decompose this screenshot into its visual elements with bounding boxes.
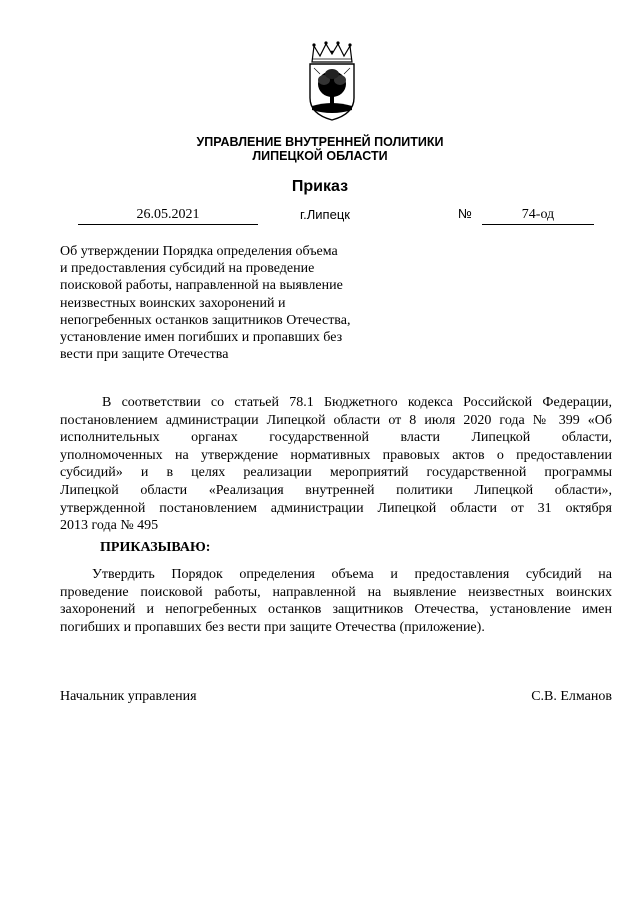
subject-line: непогребенных останков защитников Отечества,: [60, 312, 351, 328]
order-number-label: №: [458, 206, 472, 221]
order-subject: [60, 243, 390, 363]
signatory-position: Начальник управления: [60, 689, 197, 704]
subject-line: неизвестных воинских захоронений и: [60, 295, 286, 311]
coat-of-arms-icon: [300, 40, 364, 122]
organization-name-line1: УПРАВЛЕНИЕ ВНУТРЕННЕЙ ПОЛИТИКИ: [196, 135, 444, 149]
order-date: 26.05.2021: [78, 207, 258, 225]
preamble-line: утвержденной постановлением администрации Липецкой области от 31 октября: [60, 500, 612, 516]
order-line: проведение поисковой работы, направленной на выявление неизвестных воинских: [60, 584, 612, 600]
preamble-line: уполномоченных на утверждение нормативных правовых актов о предоставлении: [60, 447, 612, 463]
order-city: г.Липецк: [300, 207, 350, 222]
order-line: Утвердить Порядок определения объема и предоставления субсидий на: [92, 567, 612, 582]
preamble-line: Липецкой области «Реализация внутренней политики Липецкой области»,: [60, 482, 612, 498]
subject-line: установление имен погибших и пропавших без: [60, 330, 343, 346]
subject-line: Об утверждении Порядка определения объема: [60, 244, 338, 259]
order-line: захоронений и непогребенных останков защитников Отечества, установление имен: [60, 602, 612, 618]
subject-line: поисковой работы, направленной на выявление: [60, 278, 343, 294]
order-line: погибших и пропавших без вести при защите Отечества (приложение).: [60, 619, 485, 635]
subject-line: вести при защите Отечества: [60, 347, 229, 363]
order-number: 74-од: [482, 207, 594, 225]
preamble-line: 2013 года № 495: [60, 518, 159, 534]
organization-name-line2: ЛИПЕЦКОЙ ОБЛАСТИ: [252, 149, 388, 163]
document-type-title: Приказ: [291, 178, 349, 195]
preamble-line: В соответствии со статьей 78.1 Бюджетного кодекса Российской Федерации,: [102, 395, 612, 410]
preamble-line: постановлением администрации Липецкой области от 8 июля 2020 года № 399 «Об: [60, 412, 612, 428]
signatory-name: С.В. Елманов: [531, 689, 612, 704]
preamble-paragraph: [60, 394, 612, 535]
preamble-line: субсидий» и в целях реализации мероприятий государственной программы: [60, 465, 612, 481]
subject-line: и предоставления субсидий на проведение: [60, 261, 315, 277]
order-directive-word: ПРИКАЗЫВАЮ:: [100, 540, 211, 555]
order-paragraph: [60, 566, 612, 636]
preamble-line: исполнительных органах государственной власти Липецкой области,: [60, 430, 612, 446]
